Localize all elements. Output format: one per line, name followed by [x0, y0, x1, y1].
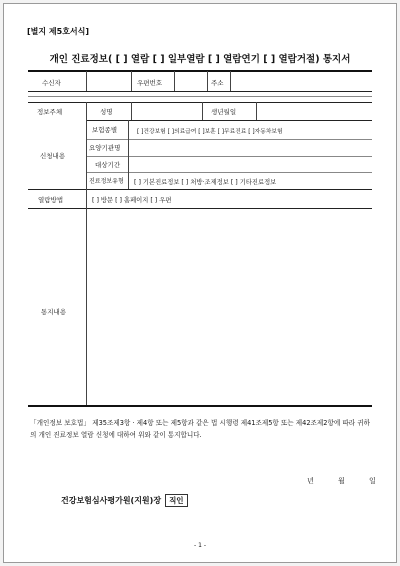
table-rule — [28, 102, 372, 103]
table-divider — [230, 71, 231, 91]
info-type-options: [ ] 기본진료정보 [ ] 처방·조제정보 [ ] 기타진료정보 — [134, 179, 277, 186]
notice-content-label: 통지내용 — [41, 308, 67, 316]
insurance-type-options: [ ]건강보험 [ ]의료급여 [ ]보훈 [ ]무료진료 [ ]자동차보험 — [137, 129, 283, 135]
table-divider — [174, 71, 175, 91]
table-divider — [131, 71, 132, 91]
official-seal: 직인 — [165, 494, 188, 507]
request-section-label: 신청내용 — [40, 152, 66, 160]
table-divider — [86, 102, 87, 208]
table-rule — [28, 96, 372, 97]
recipient-label: 수신자 — [42, 79, 61, 87]
notice-text: 「개인정보 보호법」 제35조제3항 · 제4항 또는 제5항과 같은 법 시행령 제41조제5항 또는 제42조제2항에 따라 귀하의 개인 진료정보 열람 신청에 대하여 위와 같이 통지합니다. — [30, 419, 370, 439]
period-label: 대상기간 — [95, 161, 121, 169]
dob-label: 생년월일 — [211, 108, 237, 116]
table-divider — [256, 102, 257, 120]
subject-section-label: 정보주체 — [37, 108, 63, 116]
viewing-method-options: [ ] 방문 [ ] 홈페이지 [ ] 우편 — [92, 197, 172, 204]
info-type-label: 진료정보유형 — [89, 178, 124, 185]
issuer-name: 건강보험심사평가원(지원)장 — [61, 496, 162, 505]
table-divider — [202, 102, 203, 120]
table-divider — [131, 102, 132, 120]
institution-label: 요양기관명 — [89, 144, 121, 152]
date-day: 일 — [369, 477, 376, 485]
insurance-type-label: 보험종별 — [92, 126, 118, 134]
table-divider — [128, 120, 129, 189]
date-month: 월 — [338, 477, 345, 485]
table-divider — [86, 208, 87, 405]
table-rule — [28, 208, 372, 209]
form-number: [별지 제5호서식] — [27, 27, 90, 36]
page-number: - 1 - — [194, 542, 206, 549]
issue-date — [307, 476, 376, 486]
table-divider — [86, 71, 87, 91]
issuer-line — [61, 494, 188, 507]
table-divider — [207, 71, 208, 91]
table-rule — [28, 189, 372, 190]
name-label: 성명 — [100, 108, 113, 116]
table-top-border — [28, 70, 372, 72]
address-label: 주소 — [211, 79, 224, 87]
viewing-method-label: 열람방법 — [38, 196, 64, 204]
date-year: 년 — [307, 477, 314, 485]
table-rule — [28, 91, 372, 92]
postcode-label: 우편번호 — [137, 79, 163, 87]
document-page — [3, 3, 397, 563]
table-bottom-border — [28, 405, 372, 407]
page-title: 개인 진료정보( [ ] 열람 [ ] 일부열람 [ ] 열람연기 [ ] 열람거절) 통지서 — [49, 54, 351, 65]
